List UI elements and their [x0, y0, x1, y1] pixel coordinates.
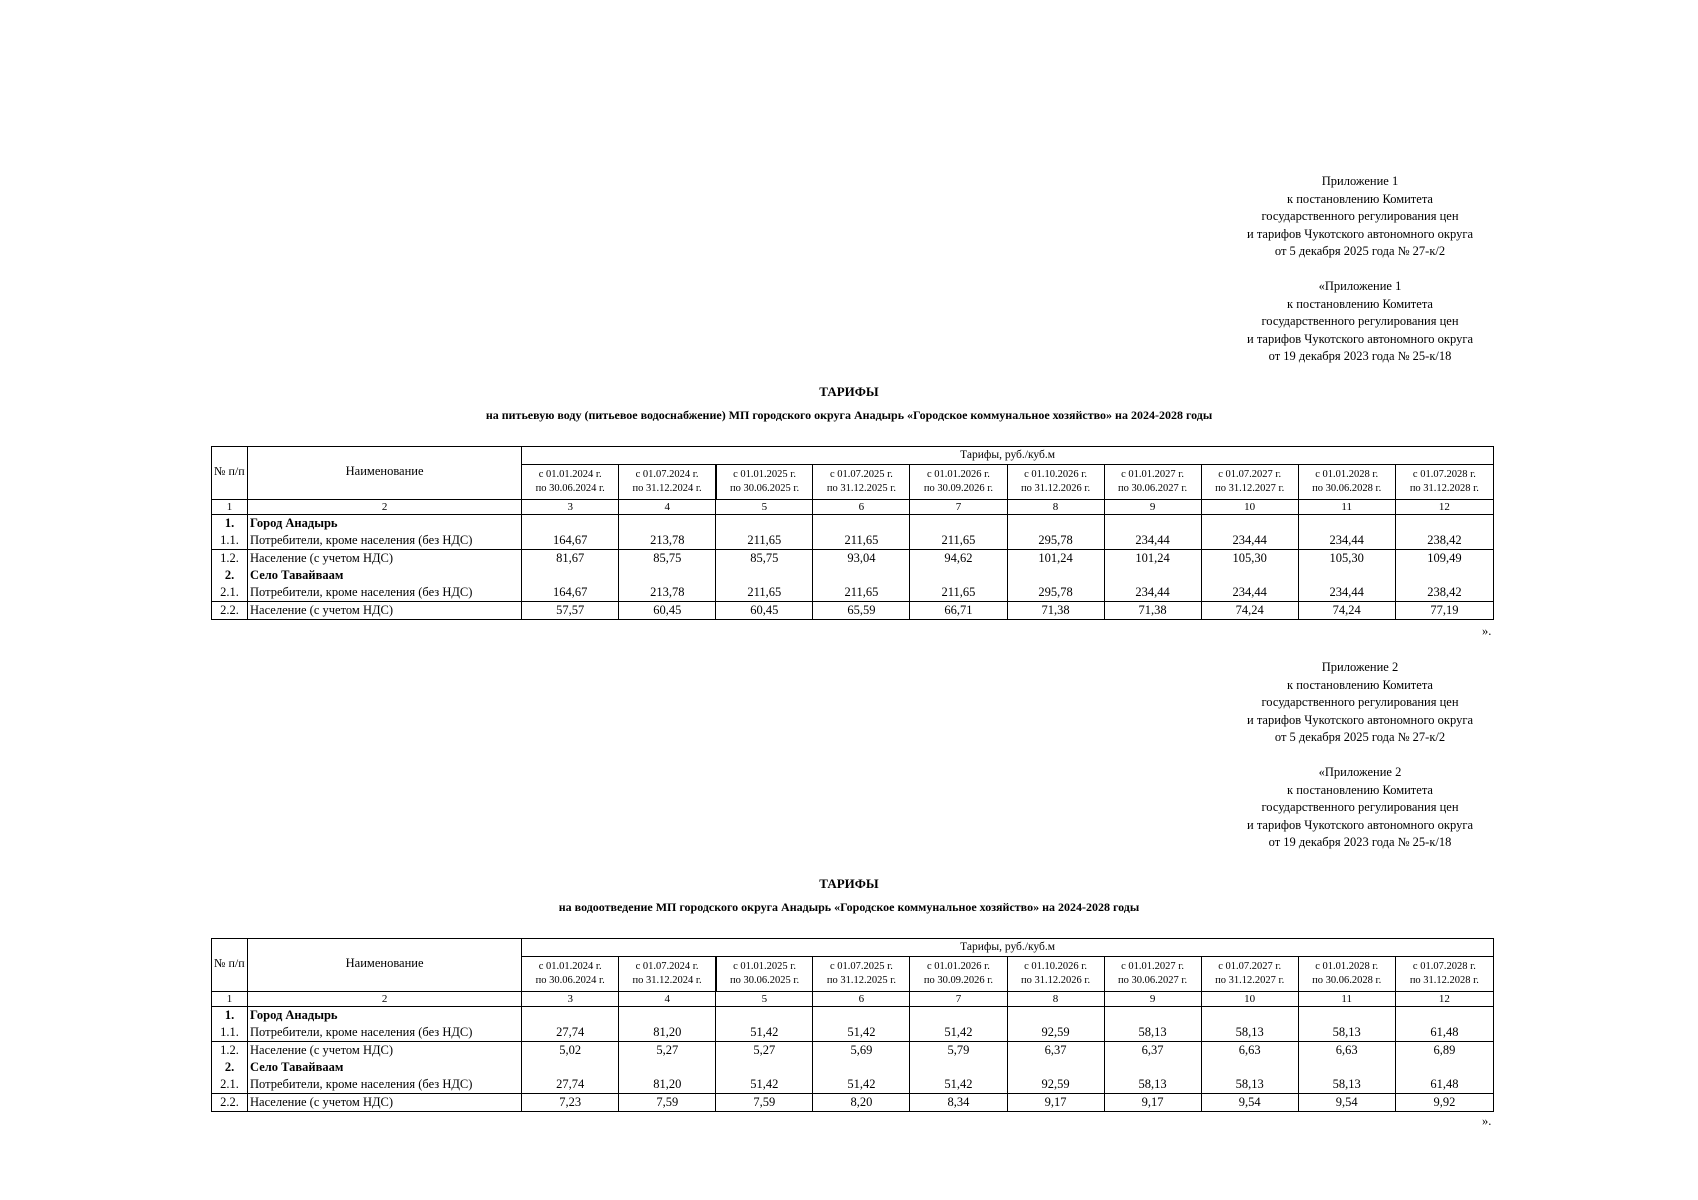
tariff-value: 109,49: [1395, 550, 1493, 568]
tariff-value: 81,67: [522, 550, 619, 568]
period-from: с 01.01.2027 г.: [1121, 961, 1185, 972]
appendix-1-old-line: государственного регулирования цен: [1261, 314, 1459, 329]
row-name: Село Тавайваам: [248, 1059, 522, 1076]
tariff-value: 8,34: [910, 1094, 1007, 1112]
table-row: [212, 1094, 1494, 1112]
row-number: 1.1.: [212, 532, 248, 550]
tariff-value: 9,54: [1298, 1094, 1395, 1112]
column-number: 10: [1201, 992, 1298, 1007]
empty-cell: [910, 1059, 1007, 1076]
tariff-value: 295,78: [1007, 532, 1104, 550]
row-number: 1.2.: [212, 1042, 248, 1060]
period-to: по 31.12.2027 г.: [1215, 483, 1285, 494]
header-tariffs: Тарифы, руб./куб.м: [522, 447, 1494, 465]
period-header: [522, 957, 619, 992]
header-name: Наименование: [248, 447, 522, 500]
empty-cell: [910, 567, 1007, 584]
column-number: 2: [248, 992, 522, 1007]
empty-cell: [619, 567, 716, 584]
period-from: с 01.01.2025 г.: [733, 961, 797, 972]
row-number: 2.1.: [212, 584, 248, 602]
period-header: [619, 957, 716, 992]
column-number: 12: [1395, 500, 1493, 515]
empty-cell: [813, 1007, 910, 1025]
period-to: по 30.06.2027 г.: [1118, 975, 1188, 986]
appendix-2-old-line: от 19 декабря 2023 года № 25-к/18: [1268, 835, 1452, 850]
tariff-value: 238,42: [1395, 584, 1493, 602]
period-header: [1395, 957, 1493, 992]
column-number: 11: [1298, 500, 1395, 515]
tariff-value: 211,65: [910, 584, 1007, 602]
tariff-value: 60,45: [716, 602, 813, 620]
appendix-2-line: государственного регулирования цен: [1261, 695, 1459, 710]
table-row: [212, 1076, 1494, 1094]
row-name: Население (с учетом НДС): [248, 550, 522, 568]
tariff-value: 77,19: [1395, 602, 1493, 620]
appendix-1-old-line: от 19 декабря 2023 года № 25-к/18: [1268, 349, 1452, 364]
tariff-value: 74,24: [1201, 602, 1298, 620]
tariff-value: 234,44: [1104, 584, 1201, 602]
header-row: [212, 447, 1494, 465]
appendix-1-line: Приложение 1: [1321, 174, 1399, 188]
empty-cell: [522, 1007, 619, 1025]
tariff-value: 51,42: [716, 1024, 813, 1042]
empty-cell: [716, 515, 813, 533]
table-1-title: ТАРИФЫ: [819, 384, 879, 399]
row-name: Население (с учетом НДС): [248, 1094, 522, 1112]
period-to: по 31.12.2024 г.: [632, 483, 702, 494]
tariff-value: 58,13: [1104, 1076, 1201, 1094]
table-row: [212, 1024, 1494, 1042]
period-to: по 31.12.2026 г.: [1020, 483, 1091, 494]
tariff-value: 105,30: [1201, 550, 1298, 568]
appendix-1-old-line: и тарифов Чукотского автономного округа: [1247, 331, 1473, 346]
tariff-value: 5,27: [716, 1042, 813, 1060]
tariff-value: 51,42: [813, 1076, 910, 1094]
empty-cell: [1007, 567, 1104, 584]
tariff-value: 57,57: [522, 602, 619, 620]
column-number: 4: [619, 500, 716, 515]
tariff-value: 9,92: [1395, 1094, 1493, 1112]
empty-cell: [1298, 1059, 1395, 1076]
tariff-value: 58,13: [1201, 1024, 1298, 1042]
empty-cell: [1298, 567, 1395, 584]
tariff-value: 6,37: [1007, 1042, 1104, 1060]
period-header: [1395, 465, 1493, 500]
appendix-2-old-line: «Приложение 2: [1318, 764, 1402, 779]
tariff-value: 9,17: [1104, 1094, 1201, 1112]
tariff-value: 93,04: [813, 550, 910, 568]
period-from: с 01.01.2024 г.: [538, 961, 602, 972]
tariff-value: 234,44: [1298, 532, 1395, 550]
tariff-value: 6,63: [1298, 1042, 1395, 1060]
period-to: по 30.06.2028 г.: [1312, 483, 1382, 494]
period-from: с 01.07.2028 г.: [1412, 961, 1476, 972]
period-to: по 31.12.2025 г.: [826, 483, 896, 494]
tariff-value: 51,42: [813, 1024, 910, 1042]
tariff-value: 5,69: [813, 1042, 910, 1060]
header-num: № п/п: [212, 447, 248, 500]
period-to: по 31.12.2024 г.: [632, 975, 702, 986]
tariff-table-wastewater: [211, 938, 1494, 1112]
appendix-1-line: к постановлению Комитета: [1287, 191, 1433, 206]
column-number: 5: [716, 500, 813, 515]
row-number: 2.2.: [212, 602, 248, 620]
period-header: [910, 465, 1007, 500]
tariff-table-drinking-water: [211, 446, 1494, 620]
row-name: Население (с учетом НДС): [248, 602, 522, 620]
period-header: [1104, 465, 1201, 500]
tariff-value: 234,44: [1104, 532, 1201, 550]
appendix-1-old-line: «Приложение 1: [1318, 278, 1402, 293]
tariff-value: 211,65: [813, 584, 910, 602]
tariff-value: 61,48: [1395, 1076, 1493, 1094]
tariff-value: 211,65: [716, 532, 813, 550]
period-to: по 31.12.2026 г.: [1020, 975, 1091, 986]
empty-cell: [619, 1059, 716, 1076]
header-name: Наименование: [248, 939, 522, 992]
table-1-closing-quote: ».: [1482, 624, 1492, 638]
appendix-2-header: [1190, 659, 1530, 852]
tariff-value: 238,42: [1395, 532, 1493, 550]
empty-cell: [1395, 515, 1493, 533]
period-to: по 30.06.2025 г.: [730, 975, 800, 986]
column-number-row: [212, 500, 1494, 515]
column-number: 8: [1007, 500, 1104, 515]
period-from: с 01.01.2026 г.: [927, 469, 990, 480]
tariff-value: 213,78: [619, 584, 716, 602]
period-from: с 01.10.2026 г.: [1024, 469, 1087, 480]
appendix-1-header: [1190, 173, 1530, 366]
tariff-value: 51,42: [910, 1024, 1007, 1042]
period-from: с 01.01.2024 г.: [538, 469, 602, 480]
empty-cell: [1395, 1059, 1493, 1076]
column-number: 12: [1395, 992, 1493, 1007]
tariff-value: 211,65: [716, 584, 813, 602]
row-number: 2.2.: [212, 1094, 248, 1112]
row-name: Город Анадырь: [248, 515, 522, 533]
empty-cell: [1104, 567, 1201, 584]
tariff-value: 81,20: [619, 1076, 716, 1094]
tariff-value: 213,78: [619, 532, 716, 550]
empty-cell: [1201, 567, 1298, 584]
tariff-value: 65,59: [813, 602, 910, 620]
tariff-value: 92,59: [1007, 1024, 1104, 1042]
tariff-value: 101,24: [1104, 550, 1201, 568]
empty-cell: [1007, 515, 1104, 533]
tariff-value: 58,13: [1104, 1024, 1201, 1042]
period-to: по 31.12.2028 г.: [1409, 975, 1479, 986]
empty-cell: [910, 515, 1007, 533]
tariff-value: 5,79: [910, 1042, 1007, 1060]
section-row: [212, 1007, 1494, 1025]
period-from: с 01.07.2025 г.: [829, 469, 893, 480]
section-row: [212, 1059, 1494, 1076]
period-to: по 30.06.2028 г.: [1312, 975, 1382, 986]
tariff-value: 7,59: [619, 1094, 716, 1112]
tariff-value: 8,20: [813, 1094, 910, 1112]
empty-cell: [813, 567, 910, 584]
period-from: с 01.07.2028 г.: [1412, 469, 1476, 480]
tariff-value: 51,42: [716, 1076, 813, 1094]
appendix-1-line: государственного регулирования цен: [1261, 209, 1459, 224]
period-to: по 31.12.2027 г.: [1215, 975, 1285, 986]
empty-cell: [910, 1007, 1007, 1025]
tariff-value: 60,45: [619, 602, 716, 620]
row-name: Потребители, кроме населения (без НДС): [248, 1024, 522, 1042]
period-header: [910, 957, 1007, 992]
period-header: [716, 957, 813, 992]
column-number: 5: [716, 992, 813, 1007]
tariff-value: 5,27: [619, 1042, 716, 1060]
appendix-2-line: от 5 декабря 2025 года № 27-к/2: [1274, 730, 1446, 745]
tariff-value: 211,65: [813, 532, 910, 550]
table-row: [212, 1042, 1494, 1060]
tariff-value: 94,62: [910, 550, 1007, 568]
empty-cell: [522, 515, 619, 533]
tariff-value: 295,78: [1007, 584, 1104, 602]
column-number: 10: [1201, 500, 1298, 515]
tariff-value: 6,37: [1104, 1042, 1201, 1060]
empty-cell: [1201, 515, 1298, 533]
tariff-value: 101,24: [1007, 550, 1104, 568]
column-number: 8: [1007, 992, 1104, 1007]
tariff-value: 9,17: [1007, 1094, 1104, 1112]
period-from: с 01.01.2026 г.: [927, 961, 990, 972]
row-number: 1.: [212, 1007, 248, 1025]
row-name: Потребители, кроме населения (без НДС): [248, 532, 522, 550]
appendix-2-line: Приложение 2: [1321, 660, 1399, 674]
row-number: 1.: [212, 515, 248, 533]
column-number: 9: [1104, 500, 1201, 515]
period-header: [522, 465, 619, 500]
tariff-value: 234,44: [1201, 532, 1298, 550]
column-number: 7: [910, 992, 1007, 1007]
row-number: 2.: [212, 1059, 248, 1076]
period-from: с 01.07.2025 г.: [829, 961, 893, 972]
row-number: 2.: [212, 567, 248, 584]
empty-cell: [813, 1059, 910, 1076]
period-from: с 01.01.2027 г.: [1121, 469, 1185, 480]
period-from: с 01.01.2025 г.: [733, 469, 797, 480]
period-header: [716, 465, 813, 500]
table-2-subtitle: на водоотведение МП городского округа Анадырь «Городское коммунальное хозяйство» на 2024-2028 годы: [558, 900, 1140, 914]
period-header: [1104, 957, 1201, 992]
period-to: по 31.12.2028 г.: [1409, 483, 1479, 494]
table-row: [212, 584, 1494, 602]
period-from: с 01.01.2028 г.: [1315, 961, 1379, 972]
tariff-value: 58,13: [1298, 1024, 1395, 1042]
empty-cell: [1298, 515, 1395, 533]
tariff-value: 85,75: [619, 550, 716, 568]
empty-cell: [813, 515, 910, 533]
column-number: 3: [522, 992, 619, 1007]
tariff-value: 81,20: [619, 1024, 716, 1042]
table-1-subtitle: на питьевую воду (питьевое водоснабжение) МП городского округа Анадырь «Городское коммунальное хозяйство» на 2024-2028 годы: [485, 408, 1213, 422]
period-header: [813, 957, 910, 992]
tariff-value: 164,67: [522, 532, 619, 550]
column-number: 11: [1298, 992, 1395, 1007]
period-to: по 30.06.2024 г.: [535, 975, 605, 986]
tariff-value: 164,67: [522, 584, 619, 602]
period-header: [1007, 465, 1104, 500]
row-name: Потребители, кроме населения (без НДС): [248, 1076, 522, 1094]
period-from: с 01.07.2027 г.: [1218, 469, 1282, 480]
period-header: [1298, 957, 1395, 992]
period-header: [1201, 465, 1298, 500]
tariff-value: 6,89: [1395, 1042, 1493, 1060]
tariff-value: 27,74: [522, 1024, 619, 1042]
empty-cell: [1007, 1059, 1104, 1076]
header-num: № п/п: [212, 939, 248, 992]
empty-cell: [1201, 1059, 1298, 1076]
period-to: по 30.09.2026 г.: [923, 483, 994, 494]
empty-cell: [1104, 1059, 1201, 1076]
row-name: Население (с учетом НДС): [248, 1042, 522, 1060]
period-to: по 30.09.2026 г.: [923, 975, 994, 986]
period-to: по 30.06.2024 г.: [535, 483, 605, 494]
empty-cell: [1298, 1007, 1395, 1025]
period-from: с 01.07.2027 г.: [1218, 961, 1282, 972]
empty-cell: [619, 1007, 716, 1025]
tariff-value: 66,71: [910, 602, 1007, 620]
tariff-value: 85,75: [716, 550, 813, 568]
appendix-1-line: от 5 декабря 2025 года № 27-к/2: [1274, 244, 1446, 259]
table-2-closing-quote: ».: [1482, 1114, 1492, 1128]
tariff-value: 71,38: [1007, 602, 1104, 620]
period-from: с 01.07.2024 г.: [635, 961, 699, 972]
period-header: [1007, 957, 1104, 992]
appendix-1-old-line: к постановлению Комитета: [1287, 296, 1433, 311]
row-number: 1.2.: [212, 550, 248, 568]
row-name: Село Тавайваам: [248, 567, 522, 584]
appendix-2-old-line: к постановлению Комитета: [1287, 782, 1433, 797]
empty-cell: [1104, 515, 1201, 533]
tariff-value: 105,30: [1298, 550, 1395, 568]
row-number: 2.1.: [212, 1076, 248, 1094]
table-row: [212, 532, 1494, 550]
empty-cell: [1395, 1007, 1493, 1025]
empty-cell: [522, 567, 619, 584]
header-tariffs: Тарифы, руб./куб.м: [522, 939, 1494, 957]
period-from: с 01.01.2028 г.: [1315, 469, 1379, 480]
empty-cell: [619, 515, 716, 533]
tariff-value: 51,42: [910, 1076, 1007, 1094]
appendix-2-line: к постановлению Комитета: [1287, 677, 1433, 692]
period-header: [813, 465, 910, 500]
empty-cell: [716, 1007, 813, 1025]
column-number-row: [212, 992, 1494, 1007]
period-to: по 30.06.2027 г.: [1118, 483, 1188, 494]
tariff-value: 6,63: [1201, 1042, 1298, 1060]
column-number: 1: [212, 500, 248, 515]
tariff-value: 5,02: [522, 1042, 619, 1060]
empty-cell: [522, 1059, 619, 1076]
tariff-value: 92,59: [1007, 1076, 1104, 1094]
column-number: 9: [1104, 992, 1201, 1007]
table-2-title: ТАРИФЫ: [819, 876, 879, 891]
header-row: [212, 939, 1494, 957]
empty-cell: [716, 567, 813, 584]
period-header: [619, 465, 716, 500]
tariff-value: 71,38: [1104, 602, 1201, 620]
column-number: 4: [619, 992, 716, 1007]
column-number: 2: [248, 500, 522, 515]
column-number: 6: [813, 992, 910, 1007]
empty-cell: [1201, 1007, 1298, 1025]
column-number: 6: [813, 500, 910, 515]
period-header: [1298, 465, 1395, 500]
period-to: по 31.12.2025 г.: [826, 975, 896, 986]
section-row: [212, 567, 1494, 584]
row-name: Потребители, кроме населения (без НДС): [248, 584, 522, 602]
period-from: с 01.10.2026 г.: [1024, 961, 1087, 972]
column-number: 3: [522, 500, 619, 515]
empty-cell: [1104, 1007, 1201, 1025]
tariff-value: 7,59: [716, 1094, 813, 1112]
empty-cell: [1007, 1007, 1104, 1025]
tariff-value: 211,65: [910, 532, 1007, 550]
row-name: Город Анадырь: [248, 1007, 522, 1025]
table-row: [212, 550, 1494, 568]
tariff-value: 27,74: [522, 1076, 619, 1094]
empty-cell: [716, 1059, 813, 1076]
tariff-value: 74,24: [1298, 602, 1395, 620]
section-row: [212, 515, 1494, 533]
tariff-value: 7,23: [522, 1094, 619, 1112]
row-number: 1.1.: [212, 1024, 248, 1042]
tariff-value: 58,13: [1201, 1076, 1298, 1094]
appendix-1-line: и тарифов Чукотского автономного округа: [1247, 226, 1473, 241]
period-to: по 30.06.2025 г.: [730, 483, 800, 494]
tariff-value: 58,13: [1298, 1076, 1395, 1094]
appendix-2-old-line: государственного регулирования цен: [1261, 800, 1459, 815]
column-number: 1: [212, 992, 248, 1007]
tariff-value: 61,48: [1395, 1024, 1493, 1042]
empty-cell: [1395, 567, 1493, 584]
period-header: [1201, 957, 1298, 992]
tariff-value: 9,54: [1201, 1094, 1298, 1112]
table-row: [212, 602, 1494, 620]
period-from: с 01.07.2024 г.: [635, 469, 699, 480]
tariff-value: 234,44: [1201, 584, 1298, 602]
appendix-2-old-line: и тарифов Чукотского автономного округа: [1247, 817, 1473, 832]
column-number: 7: [910, 500, 1007, 515]
tariff-value: 234,44: [1298, 584, 1395, 602]
appendix-2-line: и тарифов Чукотского автономного округа: [1247, 712, 1473, 727]
